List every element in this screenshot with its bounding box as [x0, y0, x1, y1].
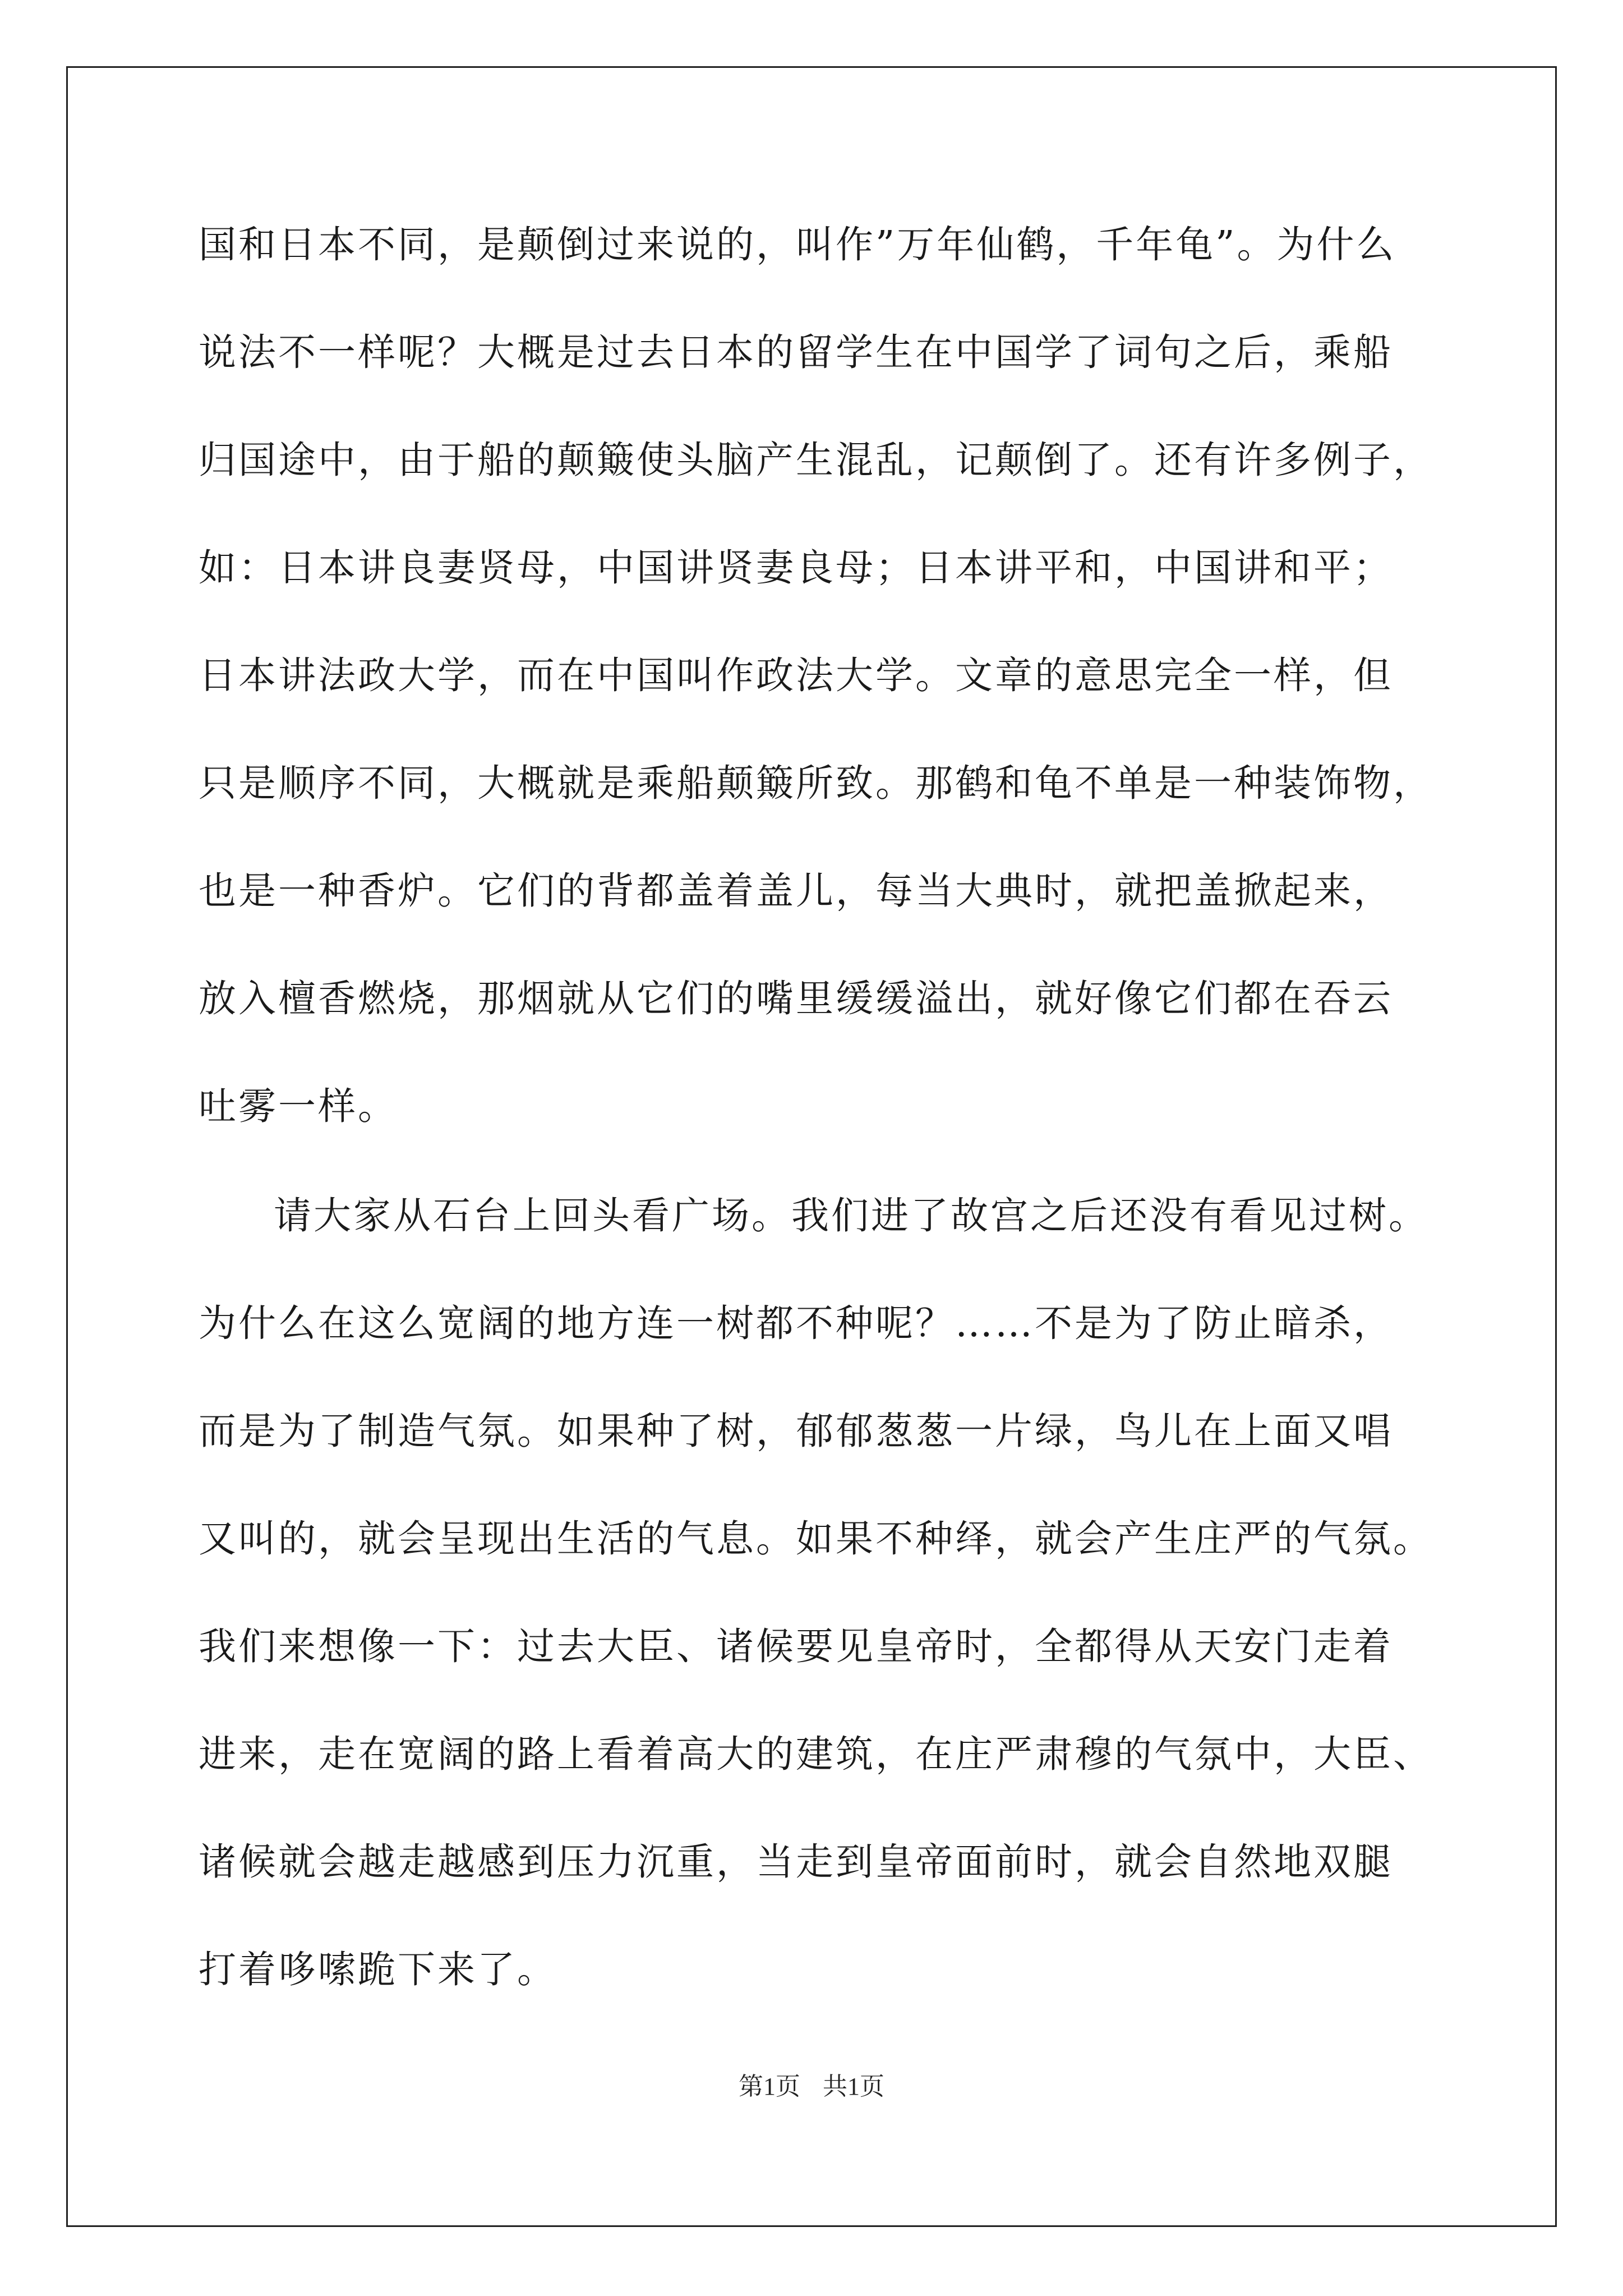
text-line: 日本讲法政大学，而在中国叫作政法大学。文章的意思完全一样，但 — [199, 654, 1393, 697]
text-line: 而是为了制造气氛。如果种了树，郁郁葱葱一片绿，鸟儿在上面又唱 — [199, 1409, 1393, 1453]
text-line-indented: 请大家从石台上回头看广场。我们进了故宫之后还没有看见过树。 — [274, 1194, 1428, 1237]
page-footer — [0, 2070, 1623, 2104]
paragraph-1 — [199, 191, 1433, 1160]
text-line: 进来，走在宽阔的路上看着高大的建筑，在庄严肃穆的气氛中，大臣、 — [199, 1732, 1433, 1776]
text-line: 为什么在这么宽阔的地方连一树都不种呢？……不是为了防止暗杀， — [199, 1301, 1393, 1345]
text-line: 打着哆嗦跪下来了。 — [199, 1948, 557, 1991]
text-line: 说法不一样呢？大概是过去日本的留学生在中国学了词句之后，乘船 — [199, 330, 1393, 374]
text-line: 归国途中，由于船的颠簸使头脑产生混乱，记颠倒了。还有许多例子， — [199, 438, 1433, 482]
text-line: 只是顺序不同，大概就是乘船颠簸所致。那鹤和龟不单是一种装饰物， — [199, 761, 1433, 805]
text-line: 诸候就会越走越感到压力沉重，当走到皇帝面前时，就会自然地双腿 — [199, 1840, 1393, 1884]
page-number-current: 第1页 — [739, 2073, 800, 2100]
paragraph-2 — [199, 1162, 1433, 2023]
page-number-total: 共1页 — [823, 2073, 884, 2100]
text-line: 国和日本不同，是颠倒过来说的，叫作”万年仙鹤，千年龟”。为什么 — [199, 223, 1396, 266]
text-line: 又叫的，就会呈现出生活的气息。如果不种绎，就会产生庄严的气氛。 — [199, 1517, 1433, 1561]
text-line: 放入檀香燃烧，那烟就从它们的嘴里缓缓溢出，就好像它们都在吞云 — [199, 977, 1393, 1020]
text-line: 吐雾一样。 — [199, 1084, 398, 1128]
text-line: 也是一种香炉。它们的背都盖着盖儿，每当大典时，就把盖掀起来， — [199, 869, 1393, 913]
text-line: 我们来想像一下：过去大臣、诸候要见皇帝时，全都得从天安门走着 — [199, 1625, 1393, 1668]
document-body — [199, 191, 1433, 2023]
text-line: 如：日本讲良妻贤母，中国讲贤妻良母；日本讲平和，中国讲和平； — [199, 546, 1393, 590]
